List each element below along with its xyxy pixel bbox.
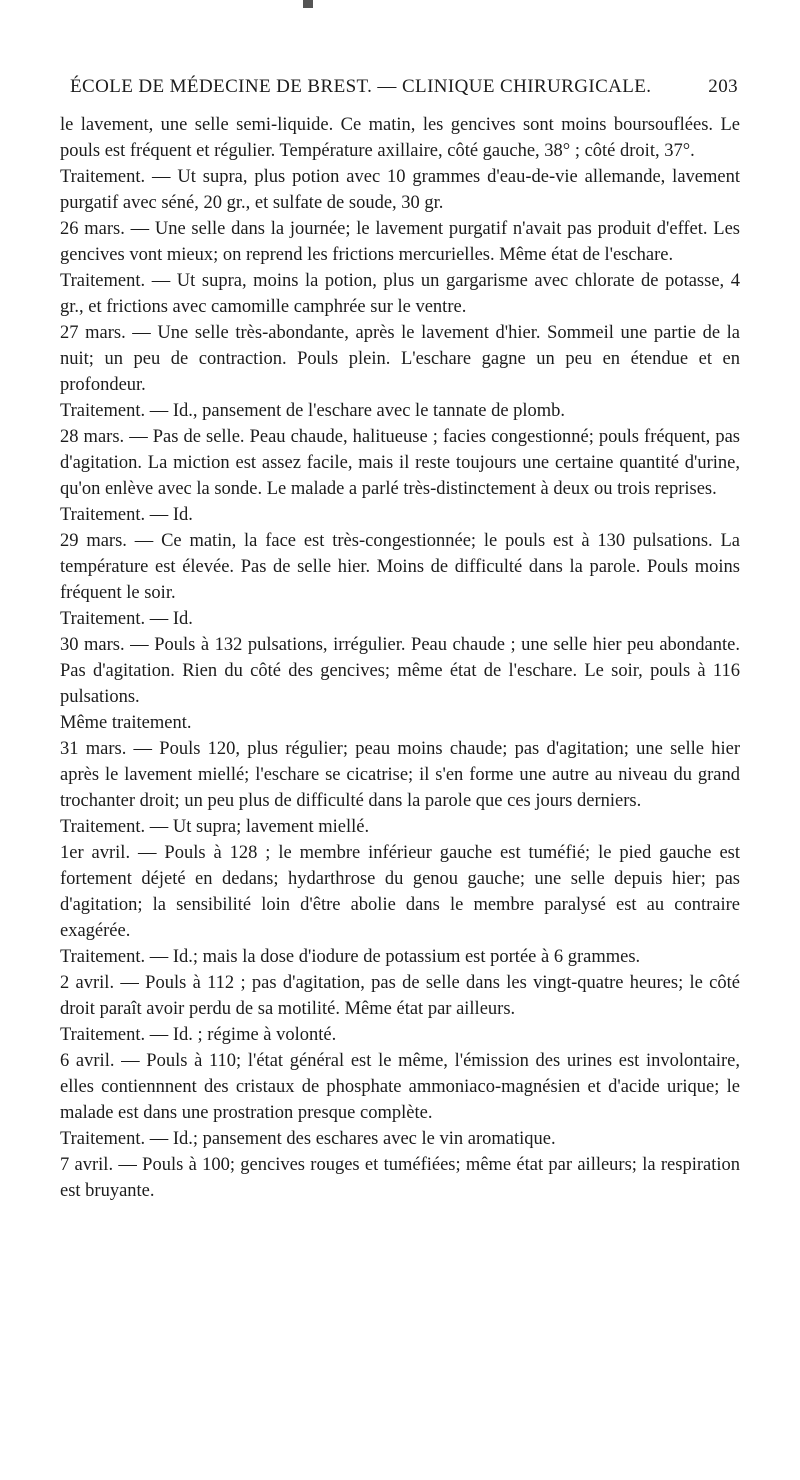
paragraph: Traitement. — Id., pansement de l'eschare avec le tannate de plomb. — [60, 401, 566, 421]
scan-mark — [303, 0, 313, 8]
running-title: ÉCOLE DE MÉDECINE DE BREST. — CLINIQUE CHIRURGICALE. — [70, 76, 652, 97]
paragraph: Traitement. — Id. — [60, 609, 193, 629]
page-number: 203 — [708, 76, 738, 97]
running-head — [70, 76, 738, 98]
paragraph: Traitement. — Id.; mais la dose d'iodure de potassium est portée à 6 grammes. — [60, 947, 641, 967]
paragraph: 7 avril. — Pouls à 100; gencives rouges et tuméfiées; même état par ailleurs; la respiration est bruyante. — [60, 1155, 740, 1201]
paragraph: Traitement. — Id.; pansement des eschares avec le vin aromatique. — [60, 1129, 556, 1149]
paragraph: 1er avril. — Pouls à 128 ; le membre inférieur gauche est tuméfié; le pied gauche est fortement déjeté en dedans; hydarthrose du genou gauche; une selle depuis hier; pas d'agitation; la sensibilité loin d'être abolie dans le membre paralysé est au contraire exagérée. — [60, 843, 740, 941]
paragraph: Traitement. — Id. — [60, 505, 193, 525]
paragraph: 6 avril. — Pouls à 110; l'état général est le même, l'émission des urines est involontaire, elles contiennnent des cristaux de phosphate ammoniaco-magnésien et d'acide urique; le malade est dans une prostration presque complète. — [60, 1051, 740, 1123]
paragraph: Traitement. — Ut supra, plus potion avec 10 grammes d'eau-de-vie allemande, lavement purgatif avec séné, 20 gr., et sulfate de soude, 30 gr. — [60, 167, 740, 213]
paragraph: 27 mars. — Une selle très-abondante, après le lavement d'hier. Sommeil une partie de la nuit; un peu de contraction. Pouls plein. L'eschare gagne un peu en étendue et en profondeur. — [60, 323, 740, 395]
paragraph: Même traitement. — [60, 713, 192, 733]
paragraph: Traitement. — Ut supra, moins la potion, plus un gargarisme avec chlorate de potasse, 4 gr., et frictions avec camomille camphrée sur le ventre. — [60, 271, 740, 317]
paragraph: Traitement. — Ut supra; lavement miellé. — [60, 817, 370, 837]
paragraph: 30 mars. — Pouls à 132 pulsations, irrégulier. Peau chaude ; une selle hier peu abondante. Pas d'agitation. Rien du côté des gencives; même état de l'eschare. Le soir, pouls à 116 pulsations. — [60, 635, 740, 707]
paragraph: 29 mars. — Ce matin, la face est très-congestionnée; le pouls est à 130 pulsations. La température est élevée. Pas de selle hier. Moins de difficulté dans la parole. Pouls moins fréquent le soir. — [60, 531, 740, 603]
paragraph: 31 mars. — Pouls 120, plus régulier; peau moins chaude; pas d'agitation; une selle hier après le lavement miellé; l'eschare se cicatrise; il s'en forme une autre au niveau du grand trochanter droit; un peu plus de difficulté dans la parole que ces jours derniers. — [60, 739, 740, 811]
paragraph: 2 avril. — Pouls à 112 ; pas d'agitation, pas de selle dans les vingt-quatre heures; le côté droit paraît avoir perdu de sa motilité. Même état par ailleurs. — [60, 973, 740, 1019]
paragraph: le lavement, une selle semi-liquide. Ce matin, les gencives sont moins boursouflées. Le pouls est fréquent et régulier. Température axillaire, côté gauche, 38° ; côté droit, 37°. — [60, 115, 740, 161]
paragraph: Traitement. — Id. ; régime à volonté. — [60, 1025, 337, 1045]
body-text — [60, 112, 740, 1204]
paragraph: 28 mars. — Pas de selle. Peau chaude, halitueuse ; facies congestionné; pouls fréquent, pas d'agitation. La miction est assez facile, mais il reste toujours une certaine quantité d'urine, qu'on enlève avec la sonde. Le malade a parlé très-distinctement à deux ou trois reprises. — [60, 427, 740, 499]
paragraph: 26 mars. — Une selle dans la journée; le lavement purgatif n'avait pas produit d'effet. Les gencives vont mieux; on reprend les frictions mercurielles. Même état de l'eschare. — [60, 219, 740, 265]
